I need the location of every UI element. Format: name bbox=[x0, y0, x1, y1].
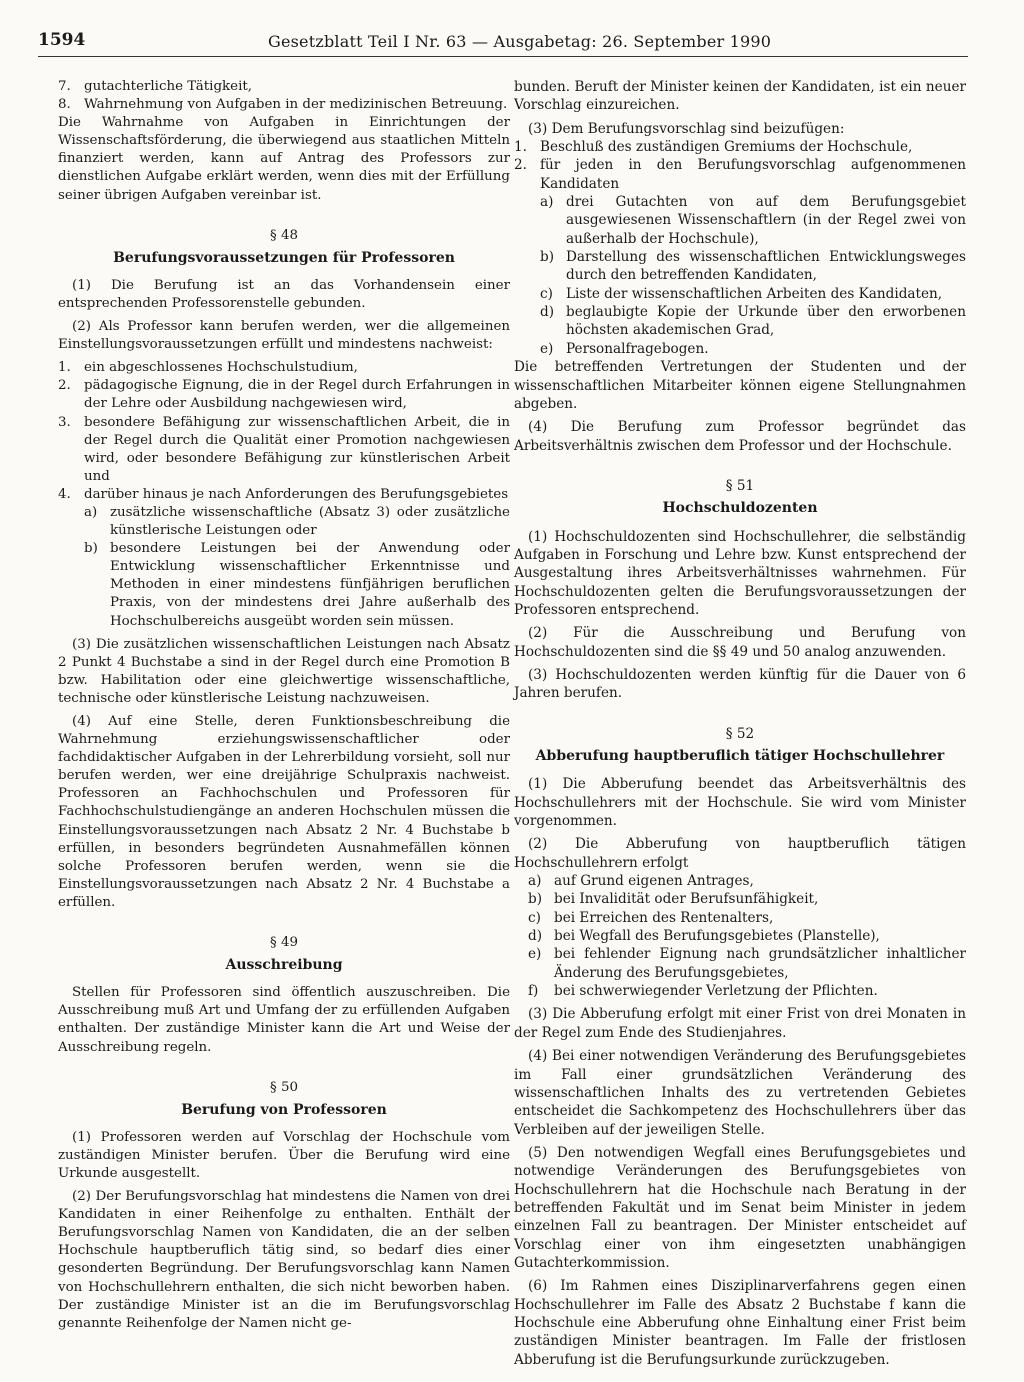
list-number: 3. bbox=[58, 414, 71, 430]
paragraph: (1) Die Berufung ist an das Vorhandensein einer entsprechenden Professorenstelle gebunden. bbox=[58, 277, 510, 311]
sub-item bbox=[514, 890, 966, 908]
paragraph: Die Wahrnahme von Aufgaben in Einrichtungen der Wissenschaftsförderung, die überwiegend aus staatlichen Mitteln finanziert werden, kann auf Antrag des Professors zur dienstlichen Aufgabe erklärt werden, wenn dies mit der Erfüllung seiner übrigen Aufgaben vereinbar ist. bbox=[58, 115, 510, 203]
paragraph: (6) Im Rahmen eines Disziplinarverfahrens gegen einen Hochschullehrer im Falle des Absatz 2 Buchstabe f kann die Hochschule eine Abberufung ohne Einhaltung einer Frist beim zuständigen Minister beantragen. Im Falle der fristlosen Abberufung ist die Berufungsurkunde zurückzugeben. bbox=[514, 1278, 966, 1368]
paragraph: (5) Den notwendigen Wegfall eines Berufungsgebietes und notwendige Veränderungen des Berufungsgebietes von Hochschullehrern hat die Hochschule nach Beratung in der betreffenden Fakultät und im Senat beim Minister in jedem einzelnen Fall zu beantragen. Der Minister entscheidet auf Vorschlag einer von ihm eingesetzten unabhängigen Gutachterkommission. bbox=[514, 1144, 966, 1271]
section-title: Hochschuldozenten bbox=[662, 500, 818, 517]
list-item bbox=[58, 414, 510, 486]
sub-item bbox=[58, 540, 510, 630]
sub-item bbox=[514, 945, 966, 982]
section-number: § 48 bbox=[270, 227, 298, 243]
list-item bbox=[58, 486, 510, 504]
sub-text: Darstellung des wissenschaftlichen Entwicklungsweges durch den betreffenden Kandidaten, bbox=[566, 249, 966, 284]
list-item bbox=[514, 138, 966, 156]
sub-item bbox=[514, 248, 966, 285]
paragraph: bunden. Beruft der Minister keinen der Kandidaten, ist ein neuer Vorschlag einzureichen. bbox=[514, 79, 966, 114]
paragraph: Stellen für Professoren sind öffentlich auszuschreiben. Die Ausschreibung muß Art und Umfang der zu erfüllenden Aufgaben enthalten. Der zuständige Minister kann die Art und Weise der Ausschreibung regeln. bbox=[58, 985, 510, 1055]
sub-item bbox=[514, 193, 966, 248]
paragraph: Die betreffenden Vertretungen der Studenten und der wissenschaftlichen Mitarbeiter können eigene Stellungnahmen abgeben. bbox=[514, 359, 966, 412]
section-number: § 52 bbox=[725, 725, 755, 742]
list-item bbox=[58, 377, 510, 413]
paragraph: (4) Die Berufung zum Professor begründet das Arbeitsverhältnis zwischen dem Professor und der Hochschule. bbox=[514, 419, 966, 454]
sub-text: drei Gutachten von auf dem Berufungsgebiet ausgewiesenen Wissenschaftlern (in der Regel zwei von außerhalb der Hochschule), bbox=[566, 194, 966, 247]
paragraph: (3) Hochschuldozenten werden künftig für die Dauer von 6 Jahren berufen. bbox=[514, 666, 966, 702]
sub-text: bei Erreichen des Rentenalters, bbox=[554, 909, 774, 926]
sub-item bbox=[514, 285, 966, 303]
sub-letter: a) bbox=[528, 873, 542, 890]
paragraph: (2) Für die Ausschreibung und Berufung von Hochschuldozenten sind die §§ 49 und 50 analog anzuwenden. bbox=[514, 625, 966, 660]
page-header bbox=[38, 30, 968, 57]
list-number: 7. bbox=[58, 79, 71, 94]
list-item bbox=[58, 359, 510, 377]
sub-item bbox=[514, 340, 966, 358]
sub-letter: b) bbox=[540, 249, 555, 266]
sub-letter: c) bbox=[528, 909, 541, 926]
sub-text: bei Wegfall des Berufungsgebietes (Planstelle), bbox=[554, 928, 880, 945]
section-number: § 49 bbox=[270, 935, 298, 951]
right-column bbox=[514, 78, 966, 1374]
list-number: 2. bbox=[514, 157, 527, 174]
list-number: 2. bbox=[58, 378, 71, 394]
sub-letter: d) bbox=[540, 304, 555, 321]
paragraph: (1) Hochschuldozenten sind Hochschullehrer, die selbständig Aufgaben in Forschung und Lehre bzw. Kunst entsprechend der Ausgestaltung ihres Arbeitsverhältnisses wahrnehmen. Für Hochschuldozenten gelten die Berufungsvoraussetzungen der Professoren entsprechend. bbox=[514, 528, 966, 618]
paragraph: (4) Bei einer notwendigen Veränderung des Berufungsgebietes im Fall einer grundsätzlichen Veränderung des wissenschaftlichen Inhalts des zu vertretenden Gebietes entscheidet die Sachkompetenz des Hochschullehrers über das Verbleiben auf der jeweiligen Stelle. bbox=[514, 1048, 966, 1138]
list-number: 1. bbox=[514, 139, 527, 156]
paragraph: (2) Als Professor kann berufen werden, wer die allgemeinen Einstellungsvoraussetzungen erfüllt und mindestens nachweist: bbox=[58, 319, 510, 353]
list-item bbox=[58, 96, 510, 114]
sub-text: auf Grund eigenen Antrages, bbox=[554, 873, 754, 890]
list-number: 1. bbox=[58, 360, 71, 376]
sub-text: beglaubigte Kopie der Urkunde über den erworbenen höchsten akademischen Grad, bbox=[566, 304, 966, 339]
sub-item bbox=[514, 927, 966, 945]
sub-text: bei schwerwiegender Verletzung der Pflichten. bbox=[554, 983, 878, 1000]
paragraph: (1) Professoren werden auf Vorschlag der Hochschule vom zuständigen Minister berufen. Über die Berufung wird eine Urkunde ausgestellt. bbox=[58, 1129, 510, 1181]
paragraph: (3) Die zusätzlichen wissenschaftlichen Leistungen nach Absatz 2 Punkt 4 Buchstabe a sind in der Regel durch eine Promotion B bzw. Habilitation oder eine gleichwertige wissenschaftliche, technische oder künstlerische Leistung nachzuweisen. bbox=[58, 636, 510, 706]
paragraph: (4) Auf eine Stelle, deren Funktionsbeschreibung die Wahrnehmung erziehungswissenschaftlicher oder fachdidaktischer Aufgaben in der Lehrerbildung vorsieht, soll nur berufen werden, wer eine dreijährige Schulpraxis nachweist. Professoren an Fachhochschulen und Professoren für Fachhochschulstudiengänge an anderen Hochschulen müssen die Einstellungsvoraussetzungen nach Absatz 2 Nr. 4 Buchstabe b erfüllen, in besonders begründeten Ausnahmefällen können solche Professoren berufen werden, wenn sie die Einstellungsvoraussetzungen nach Absatz 2 Nr. 4 Buchstabe a erfüllen. bbox=[58, 714, 510, 910]
sub-item bbox=[514, 909, 966, 927]
sub-text: bei fehlender Eignung nach grundsätzlicher inhaltlicher Änderung des Berufungsgebietes, bbox=[554, 946, 966, 981]
sub-letter: f) bbox=[528, 983, 539, 1000]
list-text: ein abgeschlossenes Hochschulstudium, bbox=[84, 360, 358, 376]
section-title: Ausschreibung bbox=[225, 957, 343, 974]
sub-item bbox=[514, 872, 966, 890]
list-text: darüber hinaus je nach Anforderungen des Berufungsgebietes bbox=[84, 486, 509, 502]
paragraph: (2) Die Abberufung von hauptberuflich tätigen Hochschullehrern erfolgt bbox=[514, 836, 966, 871]
section-title: Berufung von Professoren bbox=[181, 1101, 387, 1118]
sub-letter: d) bbox=[528, 928, 543, 945]
list-text: besondere Befähigung zur wissenschaftlichen Arbeit, die in der Regel durch die Qualität einer Promotion nachgewiesen wird, oder besondere Befähigung zur künstlerischen Arbeit und bbox=[84, 414, 510, 484]
sub-text: Personalfragebogen. bbox=[566, 340, 709, 357]
section-title: Berufungsvoraussetzungen für Professoren bbox=[113, 249, 455, 266]
sub-text: besondere Leistungen bei der Anwendung oder Entwicklung wissenschaftlicher Erkenntnisse und Methoden in einer mindestens fünfjährigen beruflichen Praxis, von der mindestens drei Jahre außerhalb des Hochschulbereichs ausgeübt worden sein müssen. bbox=[110, 541, 510, 629]
section-number: § 50 bbox=[270, 1079, 298, 1095]
sub-item bbox=[58, 504, 510, 540]
list-item bbox=[514, 156, 966, 193]
list-text: Beschluß des zuständigen Gremiums der Hochschule, bbox=[540, 139, 913, 156]
sub-letter: b) bbox=[528, 891, 543, 908]
page-number: 1594 bbox=[38, 30, 86, 50]
running-title: Gesetzblatt Teil I Nr. 63 — Ausgabetag: 26. September 1990 bbox=[268, 32, 772, 51]
sub-letter: a) bbox=[84, 504, 98, 520]
paragraph: (3) Dem Berufungsvorschlag sind beizufügen: bbox=[528, 120, 845, 137]
sub-letter: b) bbox=[84, 541, 98, 557]
paragraph: (2) Der Berufungsvorschlag hat mindestens die Namen von drei Kandidaten in einer Reihenfolge zu enthalten. Enthält der Berufungsvorschlag Namen von Kandidaten, die an der selben Hochschule hauptberuflich tätig sind, so bedarf dies einer gesonderten Begründung. Der Berufungsvorschlag kann Namen von Hochschullehrern enthalten, die sich nicht beworben haben. Der zuständige Minister ist an die im Berufungsvorschlag genannte Reihenfolge der Namen nicht ge- bbox=[58, 1189, 510, 1331]
sub-letter: c) bbox=[540, 285, 553, 302]
sub-text: zusätzliche wissenschaftliche (Absatz 3) oder zusätzliche künstlerische Leistungen oder bbox=[110, 504, 510, 539]
paragraph: (3) Die Abberufung erfolgt mit einer Frist von drei Monaten in der Regel zum Ende des Studienjahres. bbox=[514, 1006, 966, 1041]
paragraph: (1) Die Abberufung beendet das Arbeitsverhältnis des Hochschullehrers mit der Hochschule. Sie wird vom Minister vorgenommen. bbox=[514, 776, 966, 830]
sub-text: bei Invalidität oder Berufsunfähigkeit, bbox=[554, 891, 819, 908]
sub-letter: e) bbox=[528, 946, 542, 963]
sub-item bbox=[514, 303, 966, 340]
list-text: pädagogische Eignung, die in der Regel durch Erfahrungen in der Lehre oder Ausbildung nachgewiesen wird, bbox=[84, 378, 510, 412]
list-item bbox=[58, 78, 510, 96]
sub-letter: a) bbox=[540, 194, 554, 211]
section-number: § 51 bbox=[725, 477, 755, 494]
sub-text: Liste der wissenschaftlichen Arbeiten des Kandidaten, bbox=[566, 285, 943, 302]
list-text: Wahrnehmung von Aufgaben in der medizinischen Betreuung. bbox=[84, 97, 508, 113]
list-number: 8. bbox=[58, 97, 71, 113]
sub-item bbox=[514, 982, 966, 1000]
left-column bbox=[58, 78, 510, 1338]
list-text: für jeden in den Berufungsvorschlag aufgenommenen Kandidaten bbox=[540, 157, 966, 192]
sub-letter: e) bbox=[540, 340, 554, 357]
list-text: gutachterliche Tätigkeit, bbox=[84, 79, 252, 94]
section-title: Abberufung hauptberuflich tätiger Hochschullehrer bbox=[535, 748, 945, 764]
list-number: 4. bbox=[58, 486, 71, 502]
